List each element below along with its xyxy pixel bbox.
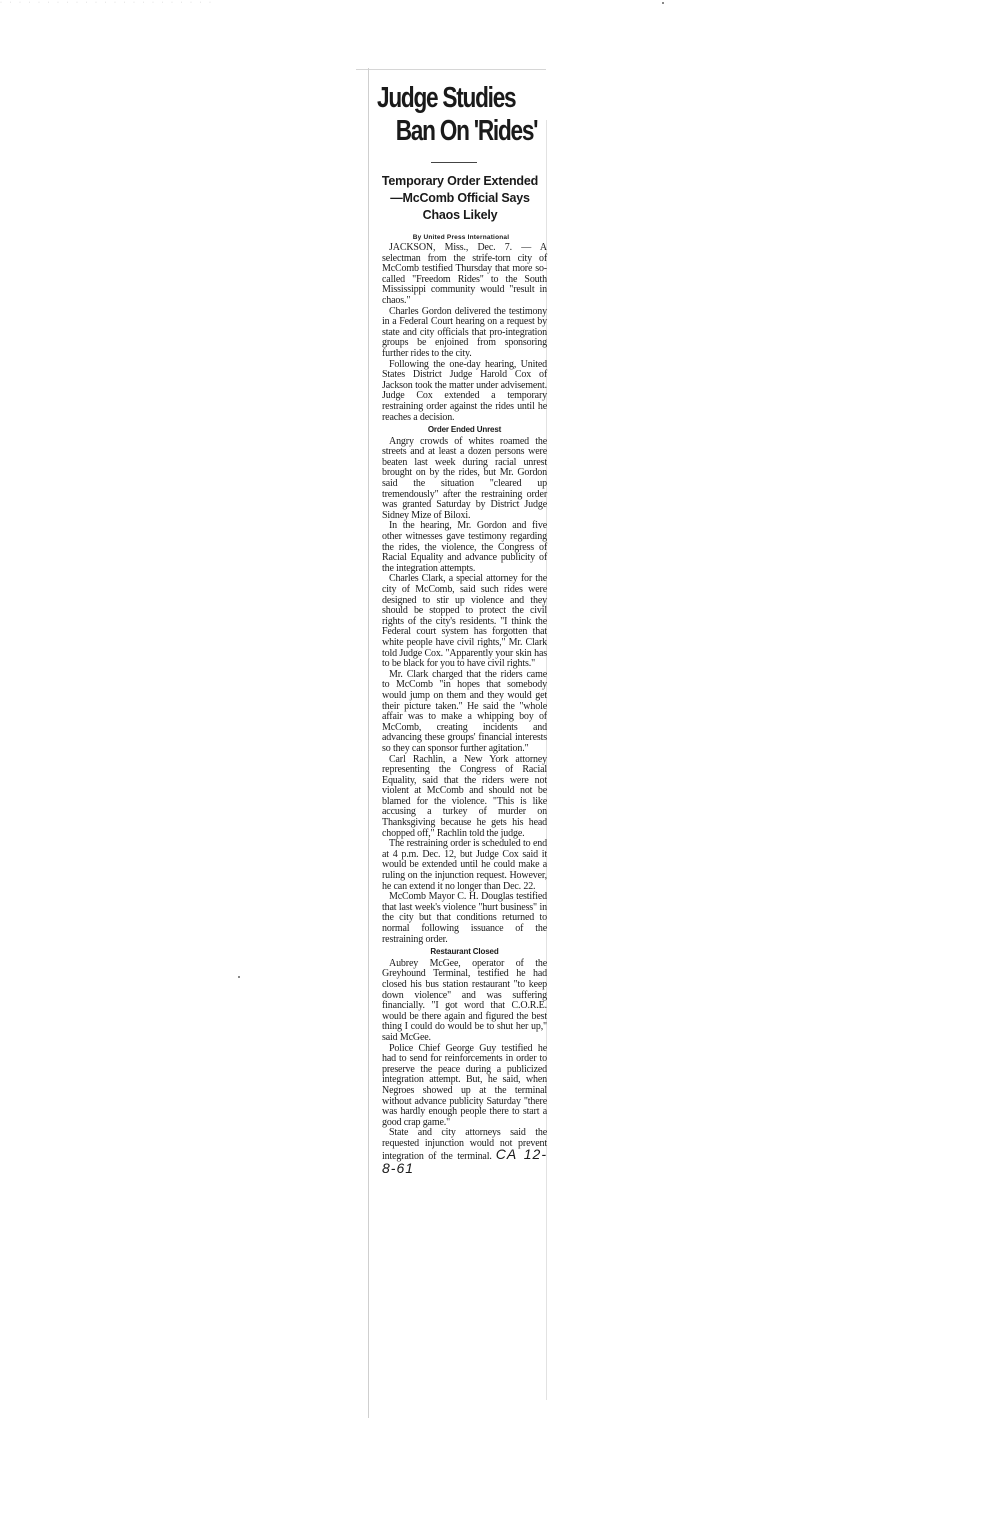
paragraph: Angry crowds of whites roamed the streets and at least a dozen persons were beaten last week during racial unrest brought on by the rides, but Mr. Gordon said the situation "cleared up tremendously" after the restraining order was granted Saturday by District Judge Sidney Mize of Biloxi.: [382, 435, 547, 521]
paragraph: Charles Clark, a special attorney for the city of McComb, said such rides were designed to stir up violence and they should be stopped to protect the civil rights of the city's residents. "I think the Federal court system has forgotten that white people have civil rights," Mr. Clark told Judge Cox. "Apparently your skin has to be black for you to have civil rights.": [382, 573, 547, 670]
paragraph: In the hearing, Mr. Gordon and five other witnesses gave testimony regarding the rides, the violence, the Congress of Racial Equality and advance publicity of the integration attempts.: [382, 520, 547, 574]
paragraph: [382, 1128, 547, 1176]
closing-paragraph-text: State and city attorneys said the requested injunction would not prevent integration of the terminal.: [382, 1127, 547, 1163]
paragraph: Carl Rachlin, a New York attorney representing the Congress of Racial Equality, said that the riders were not violent at McComb and should not be blamed for the violence. "This is like accusing a turkey of murder on Thanksgiving because he gets his head chopped off," Rachlin told the judge.: [382, 753, 547, 839]
headline: [377, 82, 541, 148]
paragraph: JACKSON, Miss., Dec. 7. — A selectman from the strife-torn city of McComb testified Thursday that more so-called "Freedom Rides" to the South Mississippi community would "result in chaos.": [382, 242, 547, 306]
paragraph: Mr. Clark charged that the riders came to McComb "in hopes that somebody would jump on them and they would get their picture taken." He said the "whole affair was to make a whipping boy of McComb, creating incidents and advancing these groups' financial interests so they can sponsor further agitation.": [382, 668, 547, 754]
byline: By United Press International: [412, 234, 510, 241]
article-body: [382, 243, 547, 1177]
scan-speck: [662, 2, 664, 4]
newspaper-clipping: [368, 68, 553, 1418]
paragraph: Following the one-day hearing, United States District Judge Harold Cox of Jackson took the matter under advisement. Judge Cox extended a temporary restraining order against the rides until he reaches a decision.: [382, 358, 547, 423]
paragraph: Police Chief George Guy testified he had to send for reinforcements in order to preserve the peace during a publicized integration attempt. But, he said, when Negroes showed up at the terminal without advance publicity Saturday "there was hardly enough people there to start a good crap game.": [382, 1042, 547, 1128]
paragraph: Aubrey McGee, operator of the Greyhound Terminal, testified he had closed his bus station restaurant "to keep down violence" and was suffering financially. "I got word that C.O.R.E. would be there again and figured the best thing I could do would be to shut her up," said McGee.: [382, 957, 547, 1043]
headline-line-2: Ban On 'Rides': [395, 115, 538, 147]
deck-headline: Temporary Order Extended —McComb Official Says Chaos Likely: [381, 174, 539, 222]
scan-speck: [238, 976, 240, 978]
headline-line-1: Judge Studies: [377, 82, 516, 114]
handwritten-date-note: CA 12-8-61: [382, 1146, 547, 1177]
paragraph: Charles Gordon delivered the testimony in a Federal Court hearing on a request by state and city officials that pro-integration groups be enjoined from sponsoring further rides to the city.: [382, 305, 547, 359]
scan-edge-dots: · · · · · · · · · · · · · · · · · · · · · · ·: [0, 0, 214, 6]
subhead-restaurant-closed: Restaurant Closed: [430, 947, 499, 957]
headline-rule: [431, 162, 477, 163]
subhead-order-ended-unrest: Order Ended Unrest: [427, 425, 502, 435]
paragraph: The restraining order is scheduled to end at 4 p.m. Dec. 12, but Judge Cox said it would be extended until he could make a ruling on the injunction request. However, he can extend it no longer than Dec. 22.: [382, 838, 547, 892]
paragraph: McComb Mayor C. H. Douglas testified that last week's violence "hurt business" in the city but that conditions returned to normal following issuance of the restraining order.: [382, 891, 547, 945]
